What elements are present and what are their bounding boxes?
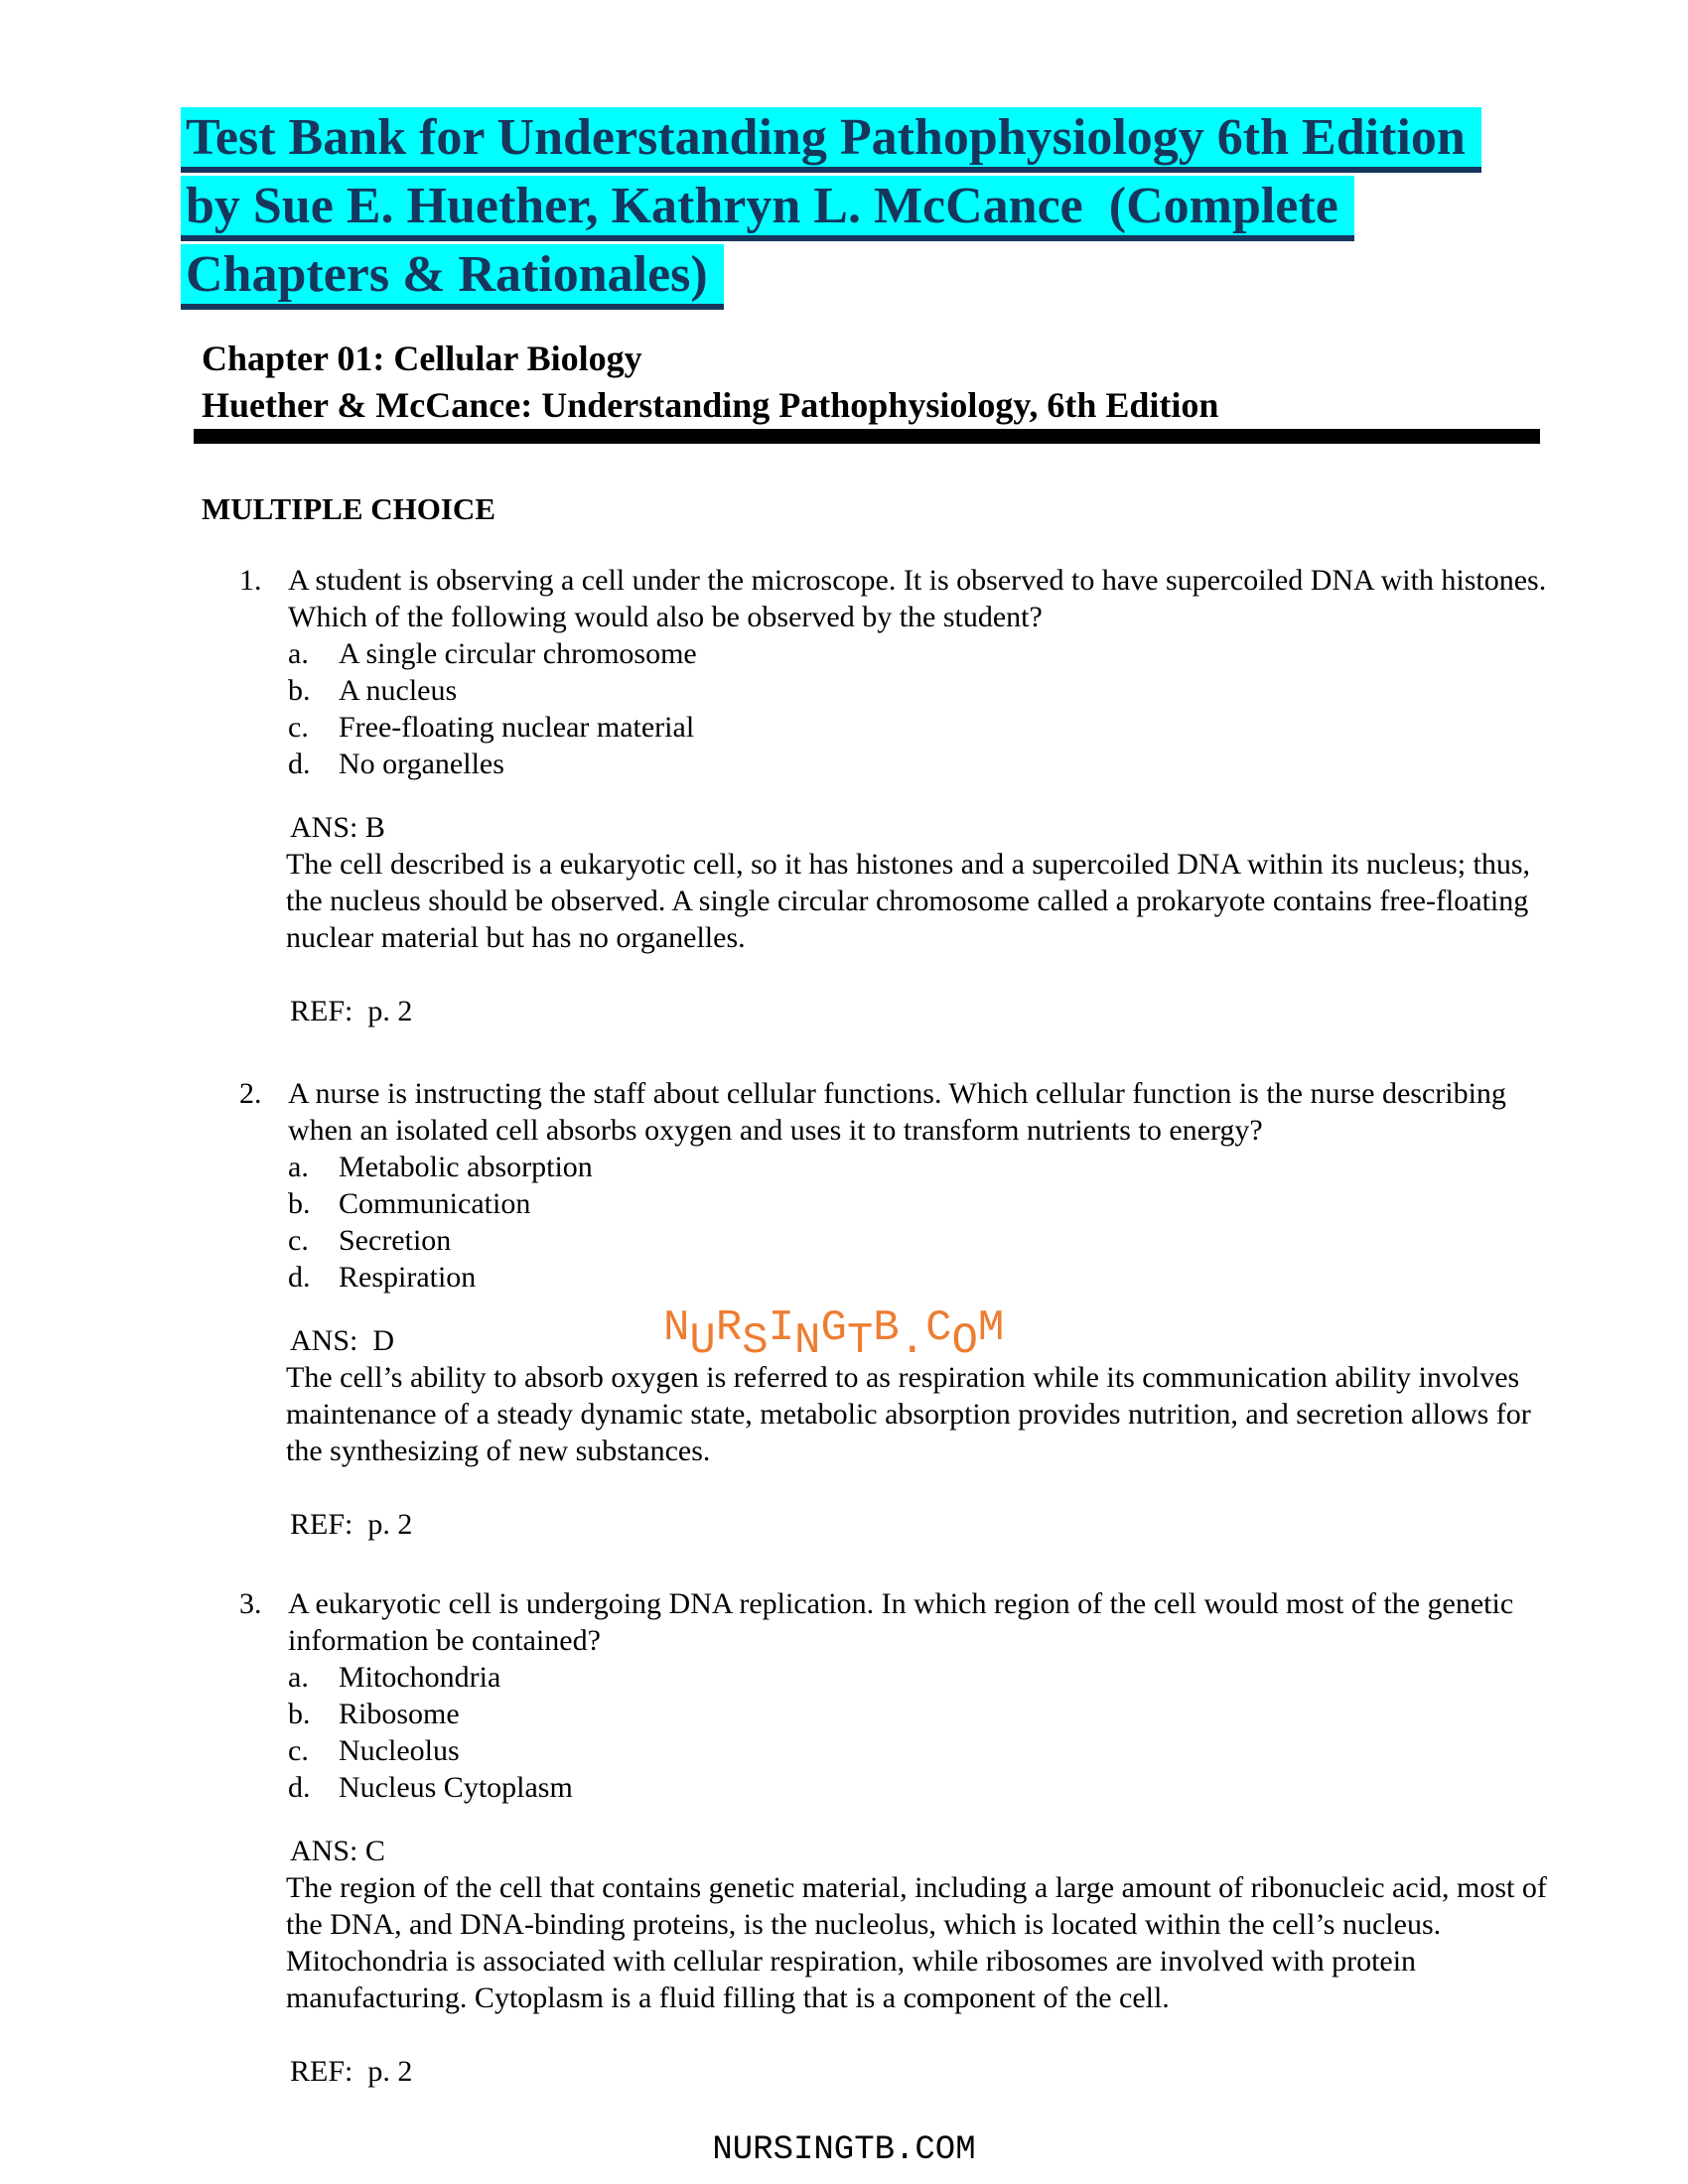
- option-text: A nucleus: [339, 674, 458, 707]
- question-text: A nurse is instructing the staff about cellular functions. Which cellular function is the nurse describing when an isolated cell absorbs oxygen and uses it to transform nutrients to energy?: [288, 1077, 1506, 1147]
- option-text: Metabolic absorption: [339, 1151, 593, 1183]
- answer-line: ANS: B: [290, 811, 385, 844]
- answer-line: ANS: D: [290, 1324, 395, 1357]
- question-number: 2.: [239, 1077, 262, 1110]
- option-row: [288, 635, 1688, 672]
- option-letter: b.: [288, 674, 311, 707]
- answer-line: ANS: C: [290, 1835, 385, 1867]
- title-line-wrap: [181, 107, 1481, 176]
- option-row: [288, 672, 1688, 709]
- title-line-wrap: [181, 244, 1481, 313]
- option-row: [288, 709, 1688, 746]
- chapter-subtitle: Huether & McCance: Understanding Pathophysiology, 6th Edition: [202, 385, 1219, 425]
- option-letter: a.: [288, 1661, 309, 1694]
- option-letter: d.: [288, 748, 311, 780]
- question-text: A student is observing a cell under the microscope. It is observed to have supercoiled DNA with histones. Which of the following would also be observed by the student?: [288, 564, 1547, 633]
- question-row: [0, 562, 1688, 635]
- option-text: Secretion: [339, 1224, 452, 1257]
- option-row: [288, 746, 1688, 782]
- document-title: [181, 107, 1481, 313]
- option-row: [288, 1732, 1688, 1769]
- option-text: Mitochondria: [339, 1661, 501, 1694]
- question-row: [0, 1585, 1688, 1659]
- option-text: Free-floating nuclear material: [339, 711, 695, 744]
- option-letter: a.: [288, 1151, 309, 1183]
- option-letter: a.: [288, 637, 309, 670]
- divider-bar: [194, 429, 1540, 444]
- title-line-wrap: [181, 176, 1481, 244]
- option-letter: d.: [288, 1261, 311, 1294]
- option-letter: d.: [288, 1771, 311, 1804]
- option-row: [288, 1185, 1688, 1222]
- option-row: [288, 1149, 1688, 1185]
- title-line-2: by Sue E. Huether, Kathryn L. McCance (Complete: [181, 176, 1354, 241]
- chapter-heading: [202, 336, 1218, 429]
- reference-line: REF: p. 2: [290, 1508, 413, 1541]
- option-text: Communication: [339, 1187, 531, 1220]
- option-letter: c.: [288, 1224, 309, 1257]
- option-letter: b.: [288, 1187, 311, 1220]
- question-block-1: [0, 562, 1688, 1029]
- rationale-text: The region of the cell that contains genetic material, including a large amount of ribonucleic acid, most of the DNA, and DNA-binding proteins, is the nucleolus, which is located within the cell’s nucleus. Mitochondria is associated with cellular respiration, while ribosomes are involved with protein manufacturing. Cytoplasm is a fluid filling that is a component of the cell.: [286, 1871, 1547, 2014]
- watermark-text: NURSINGTB.COM: [663, 1303, 1005, 1367]
- option-text: Nucleolus: [339, 1734, 460, 1767]
- option-row: [288, 1696, 1688, 1732]
- question-text: A eukaryotic cell is undergoing DNA replication. In which region of the cell would most of the genetic information be contained?: [288, 1587, 1514, 1657]
- reference-line: REF: p. 2: [290, 995, 413, 1027]
- question-row: [0, 1075, 1688, 1149]
- option-row: [288, 1259, 1688, 1296]
- footer-watermark: NURSINGTB.COM: [712, 2131, 976, 2169]
- option-letter: b.: [288, 1698, 311, 1730]
- option-text: Nucleus Cytoplasm: [339, 1771, 573, 1804]
- title-line-3: Chapters & Rationales): [181, 244, 724, 310]
- option-text: A single circular chromosome: [339, 637, 697, 670]
- option-text: Ribosome: [339, 1698, 460, 1730]
- chapter-title: Chapter 01: Cellular Biology: [202, 339, 642, 378]
- option-row: [288, 1222, 1688, 1259]
- option-text: No organelles: [339, 748, 504, 780]
- question-block-3: [0, 1585, 1688, 2090]
- rationale-text: The cell described is a eukaryotic cell, so it has histones and a supercoiled DNA within its nucleus; thus, the nucleus should be observed. A single circular chromosome called a prokaryote contains free-floating nuclear material but has no organelles.: [286, 848, 1531, 954]
- option-letter: c.: [288, 1734, 309, 1767]
- question-number: 3.: [239, 1587, 262, 1620]
- rationale-text: The cell’s ability to absorb oxygen is referred to as respiration while its communication ability involves maintenance of a steady dynamic state, metabolic absorption provides nutrition, and secretion allows for the synthesizing of new substances.: [286, 1361, 1531, 1467]
- option-row: [288, 1769, 1688, 1806]
- section-heading: MULTIPLE CHOICE: [202, 491, 495, 526]
- option-letter: c.: [288, 711, 309, 744]
- reference-line: REF: p. 2: [290, 2055, 413, 2088]
- option-text: Respiration: [339, 1261, 477, 1294]
- question-number: 1.: [239, 564, 262, 597]
- option-row: [288, 1659, 1688, 1696]
- title-line-1: Test Bank for Understanding Pathophysiology 6th Edition: [181, 107, 1481, 173]
